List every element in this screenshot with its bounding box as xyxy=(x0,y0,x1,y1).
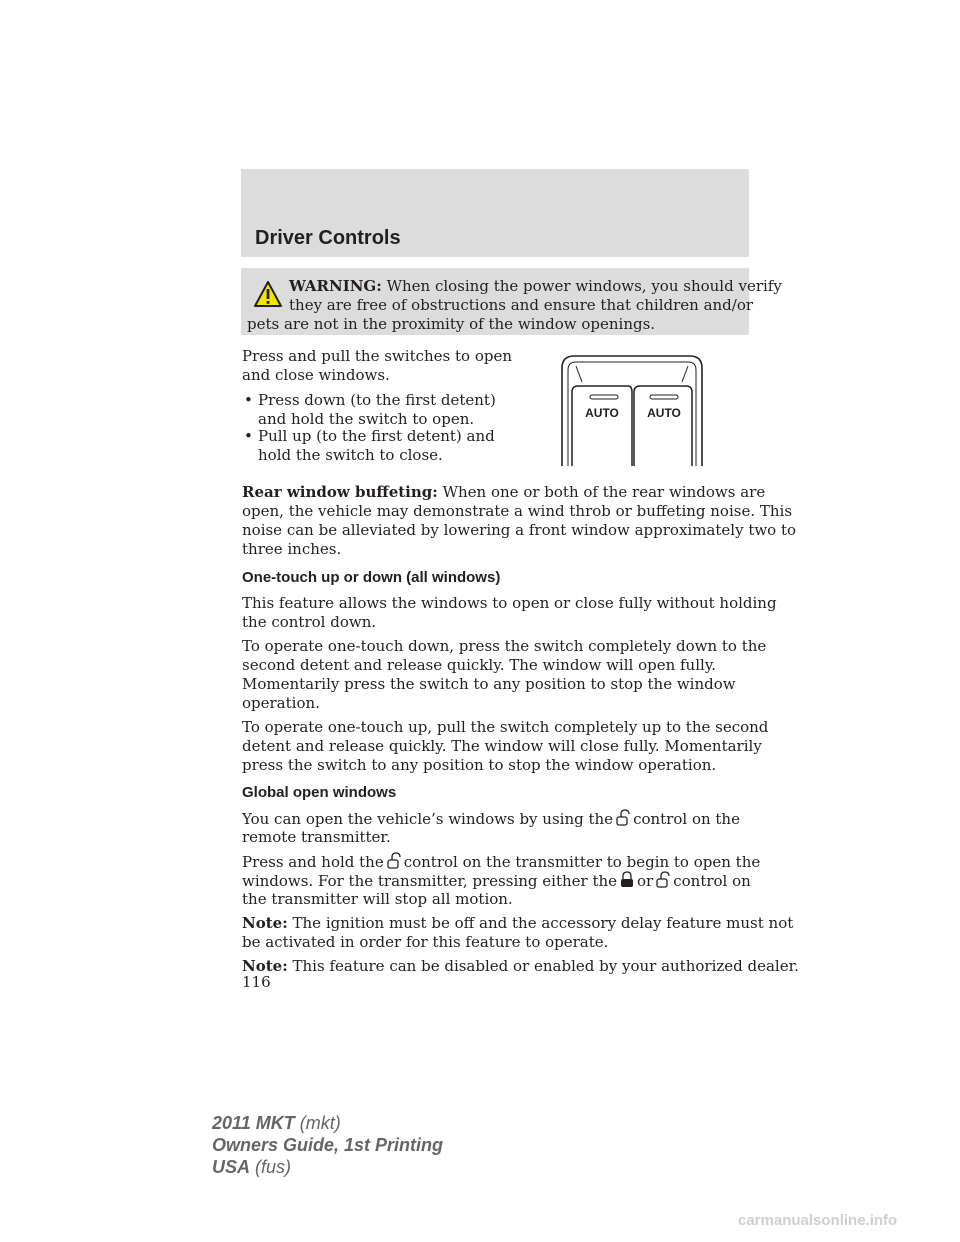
global-open-p2-b: control on the transmitter to begin to open the xyxy=(403,853,761,871)
global-open-p2-line2-b: control on xyxy=(673,872,751,890)
one-touch-p2-line-3: Momentarily press the switch to any position to stop the window xyxy=(242,675,736,693)
unlock-icon xyxy=(385,852,403,870)
bullet-1-line-1: Press down (to the first detent) xyxy=(258,391,496,409)
global-open-p1-line-2: remote transmitter. xyxy=(242,828,391,846)
note-2-text-1: This feature can be disabled or enabled by your authorized dealer. xyxy=(292,957,799,975)
note-2-line-1 xyxy=(242,957,799,977)
footer-line-1 xyxy=(212,1113,341,1134)
footer-line-2 xyxy=(212,1135,443,1156)
rear-buffeting-label: Rear window buffeting: xyxy=(242,483,438,501)
one-touch-p1-line-1: This feature allows the windows to open or close fully without holding xyxy=(242,594,777,612)
bullet-1-line-2: and hold the switch to open. xyxy=(258,410,475,428)
one-touch-p2-line-4: operation. xyxy=(242,694,320,712)
warning-line-1 xyxy=(289,277,782,296)
warning-box xyxy=(241,268,782,335)
auto-label-left: AUTO xyxy=(585,406,619,420)
one-touch-p2-line-1: To operate one-touch down, press the switch completely down to the xyxy=(242,637,767,655)
global-open-p2-line-1 xyxy=(242,852,760,873)
one-touch-p2-line-2: second detent and release quickly. The window will open fully. xyxy=(242,656,717,674)
bullet-dot-1: • xyxy=(244,391,253,409)
footer-guide: Owners Guide, 1st Printing xyxy=(212,1135,444,1155)
rear-buffeting-line-2: open, the vehicle may demonstrate a wind throb or buffeting noise. This xyxy=(242,502,793,520)
global-open-p2-a: Press and hold the xyxy=(242,853,384,871)
rear-buffeting-line-1 xyxy=(242,483,765,503)
note-1-line-2: be activated in order for this feature to operate. xyxy=(242,933,609,951)
window-switch-illustration xyxy=(556,352,708,468)
one-touch-heading: One-touch up or down (all windows) xyxy=(242,569,501,586)
warning-line-3: pets are not in the proximity of the window openings. xyxy=(247,315,656,333)
warning-line-2: they are free of obstructions and ensure that children and/or xyxy=(289,296,754,314)
global-open-p1-b: control on the xyxy=(633,810,740,828)
note-1-text-1: The ignition must be off and the accessory delay feature must not xyxy=(292,914,794,932)
footer-region-code: (fus) xyxy=(255,1157,292,1177)
footer-region: USA xyxy=(212,1157,251,1177)
footer-model: 2011 MKT xyxy=(212,1113,295,1133)
unlock-icon xyxy=(614,809,632,827)
global-open-heading: Global open windows xyxy=(242,784,397,801)
lock-icon xyxy=(618,871,636,889)
global-open-p2-line2-a: windows. For the transmitter, pressing either the xyxy=(242,872,618,890)
one-touch-p3-line-2: detent and release quickly. The window will close fully. Momentarily xyxy=(242,737,762,755)
global-open-p2-line-3: the transmitter will stop all motion. xyxy=(242,890,513,908)
global-open-p1-line-1 xyxy=(242,809,740,830)
bullet-dot-2: • xyxy=(244,427,253,445)
rear-buffeting-line-4: three inches. xyxy=(242,540,342,558)
auto-label-right: AUTO xyxy=(647,406,681,420)
bullet-2-line-1: Pull up (to the first detent) and xyxy=(258,427,495,445)
note-2-label: Note: xyxy=(242,957,288,975)
global-open-p1-a: You can open the vehicle’s windows by using the xyxy=(242,810,614,828)
rear-buffeting-line-3: noise can be alleviated by lowering a front window approximately two to xyxy=(242,521,797,539)
warning-label: WARNING: xyxy=(289,277,382,295)
watermark: carmanualsonline.info xyxy=(738,1212,898,1229)
intro-line-1: Press and pull the switches to open xyxy=(242,347,512,365)
note-1-line-1 xyxy=(242,914,793,934)
warning-triangle-icon xyxy=(253,280,283,308)
unlock-icon xyxy=(654,871,672,889)
warning-text-1: When closing the power windows, you should verify xyxy=(386,277,782,295)
global-open-p2-line-2 xyxy=(242,871,751,892)
footer-line-3 xyxy=(212,1157,291,1178)
section-header xyxy=(241,169,749,257)
note-1-label: Note: xyxy=(242,914,288,932)
page-number: 116 xyxy=(242,973,271,991)
section-title: Driver Controls xyxy=(255,227,401,249)
footer-model-code: (mkt) xyxy=(299,1113,341,1133)
rear-buffeting-text-1: When one or both of the rear windows are xyxy=(442,483,766,501)
intro-line-2: and close windows. xyxy=(242,366,390,384)
one-touch-p3-line-1: To operate one-touch up, pull the switch completely up to the second xyxy=(242,718,769,736)
bullet-2-line-2: hold the switch to close. xyxy=(258,446,443,464)
one-touch-p1-line-2: the control down. xyxy=(242,613,377,631)
one-touch-p3-line-3: press the switch to any position to stop the window operation. xyxy=(242,756,717,774)
global-open-p2-line2-or: or xyxy=(637,872,654,890)
